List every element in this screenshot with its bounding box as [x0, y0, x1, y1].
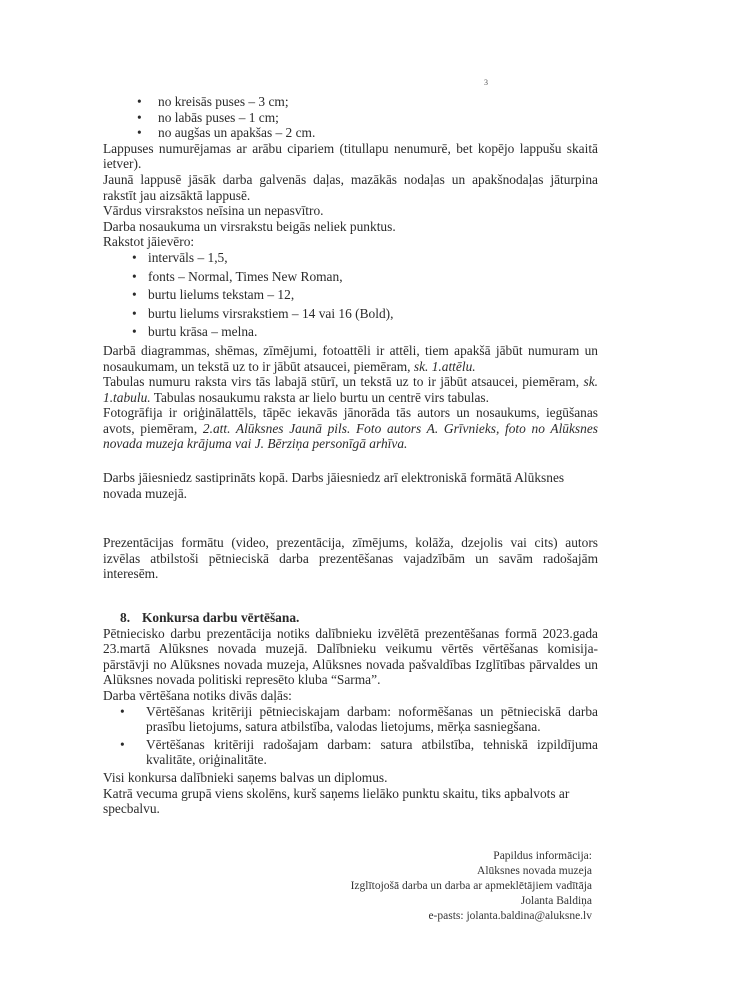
- paragraph-special-prize: Katrā vecuma grupā viens skolēns, kurš saņems lielāko punktu skaitu, tiks apbalvots ar specbalvu.: [103, 785, 570, 817]
- list-item: • burtu lielums virsrakstiem – 14 vai 16 (Bold),: [103, 306, 598, 322]
- paragraph-all-participants: Visi konkursa dalībnieki saņems balvas un diplomus.: [103, 769, 388, 785]
- footer-line: Alūksnes novada muzeja: [477, 865, 592, 877]
- footer-email: e-pasts: jolanta.baldina@aluksne.lv: [428, 910, 592, 922]
- paragraph-page-numbering: Lappuses numurējamas ar arābu cipariem (titullapu nenumurē, bet kopējo lappušu skaitā ietver).: [103, 140, 598, 172]
- footer-line: Jolanta Baldiņa: [520, 895, 592, 907]
- paragraph-figures: [103, 343, 598, 374]
- photo-example: 2.att. Alūksnes Jaunā pils. Foto autors A. Grīvnieks, foto no Alūksnes novada muzeja krājuma vai J. Bērziņa personīgā arhīva.: [103, 420, 598, 452]
- paragraph-photo: [103, 405, 598, 452]
- section-number: 8.: [120, 610, 131, 626]
- paragraph-headings: Vārdus virsrakstos neīsina un nepasvītro.: [103, 203, 324, 219]
- list-item: • burtu krāsa – melna.: [103, 324, 598, 340]
- paragraph-eval-stages: Darba vērtēšana notiks divās daļās:: [103, 688, 292, 703]
- footer-line: Izglītojošā darba un darba ar apmeklētājiem vadītāja: [350, 880, 592, 892]
- paragraph-presentation-format: Prezentācijas formātu (video, prezentācija, zīmējums, kolāža, dzejolis vai cits) autors izvēlas atbilstoši pētnieciskā darba prezentēšanas vajadzībām un savām radošajām interesēm.: [103, 535, 598, 582]
- list-item: • burtu lielums tekstam – 12,: [103, 287, 598, 303]
- list-item: • Vērtēšanas kritēriji radošajam darbam: satura atbilstība, tehniskā izpildījuma kvalitāte, oriģinalitāte.: [103, 737, 598, 768]
- figures-example: sk. 1.attēlu.: [413, 358, 476, 374]
- list-item: • no labās puses – 1 cm;: [103, 110, 598, 126]
- tables-text-before: Tabulas numuru raksta virs tās labajā stūrī, un tekstā uz to ir jābūt atsaucei, piemēram,: [103, 374, 584, 390]
- list-item: • no kreisās puses – 3 cm;: [103, 94, 598, 110]
- tables-example: sk. 1.tabulu.: [103, 374, 598, 405]
- eval-criteria-list: [103, 704, 598, 768]
- photo-text: Fotogrāfija ir oriģinālattēls, tāpēc iekavās jānorāda tās autors un nosaukums, iegūšanas avots, piemēram,: [103, 405, 598, 436]
- list-item: • Vērtēšanas kritēriji pētnieciskajam darbam: noformēšanas un pētnieciskā darba prasību lietojums, satura atbilstība, valodas lietojums, mērķa sasniegšana.: [103, 704, 598, 735]
- writing-list: [103, 250, 598, 340]
- paragraph-no-dots: Darba nosaukuma un virsrakstu beigās neliek punktus.: [103, 218, 396, 234]
- paragraph-submit: Darbs jāiesniedz sastiprināts kopā. Darbs jāiesniedz arī elektroniskā formātā Alūksnes novada muzejā.: [103, 470, 565, 501]
- paragraph-writing-intro: Rakstot jāievēro:: [103, 234, 195, 250]
- section-heading: [120, 610, 598, 626]
- section-title: Konkursa darbu vērtēšana.: [142, 610, 300, 626]
- list-item: • fonts – Normal, Times New Roman,: [103, 269, 598, 285]
- margins-list: [103, 94, 598, 141]
- footer-line: Papildus informācija:: [493, 850, 592, 862]
- paragraph-new-page: Jaunā lappusē jāsāk darba galvenās daļas, mazākās nodaļas un apakšnodaļas jāturpina rakstīt jau aizsāktā lappusē.: [103, 171, 598, 203]
- list-item: • no augšas un apakšas – 2 cm.: [103, 125, 598, 141]
- paragraph-eval-presentation: Pētniecisko darbu prezentācija notiks dalībnieku izvēlētā prezentēšanas formā 2023.gada 23.martā Alūksnes novada muzejā. Dalībnieku veikumu vērtēs vērtēšanas komisija- pārstāvji no Alūksnes novada muzeja, Alūksnes novada pašvaldības Izglītības pārvaldes un Alūksnes novada politiski represēto kluba “Sarma”.: [103, 625, 598, 688]
- figures-text: Darbā diagrammas, shēmas, zīmējumi, fotoattēli ir attēli, tiem apakšā jābūt numuram un nosaukumam, un tekstā uz to ir jābūt atsaucei, piemēram,: [103, 342, 598, 374]
- page-number: 3: [484, 78, 488, 87]
- document-body: [103, 94, 598, 817]
- tables-text-after: Tabulas nosaukumu raksta ar lielo burtu un centrē virs tabulas.: [150, 389, 489, 405]
- list-item: • intervāls – 1,5,: [103, 250, 598, 266]
- paragraph-tables: [103, 374, 598, 405]
- contact-footer: [292, 849, 592, 924]
